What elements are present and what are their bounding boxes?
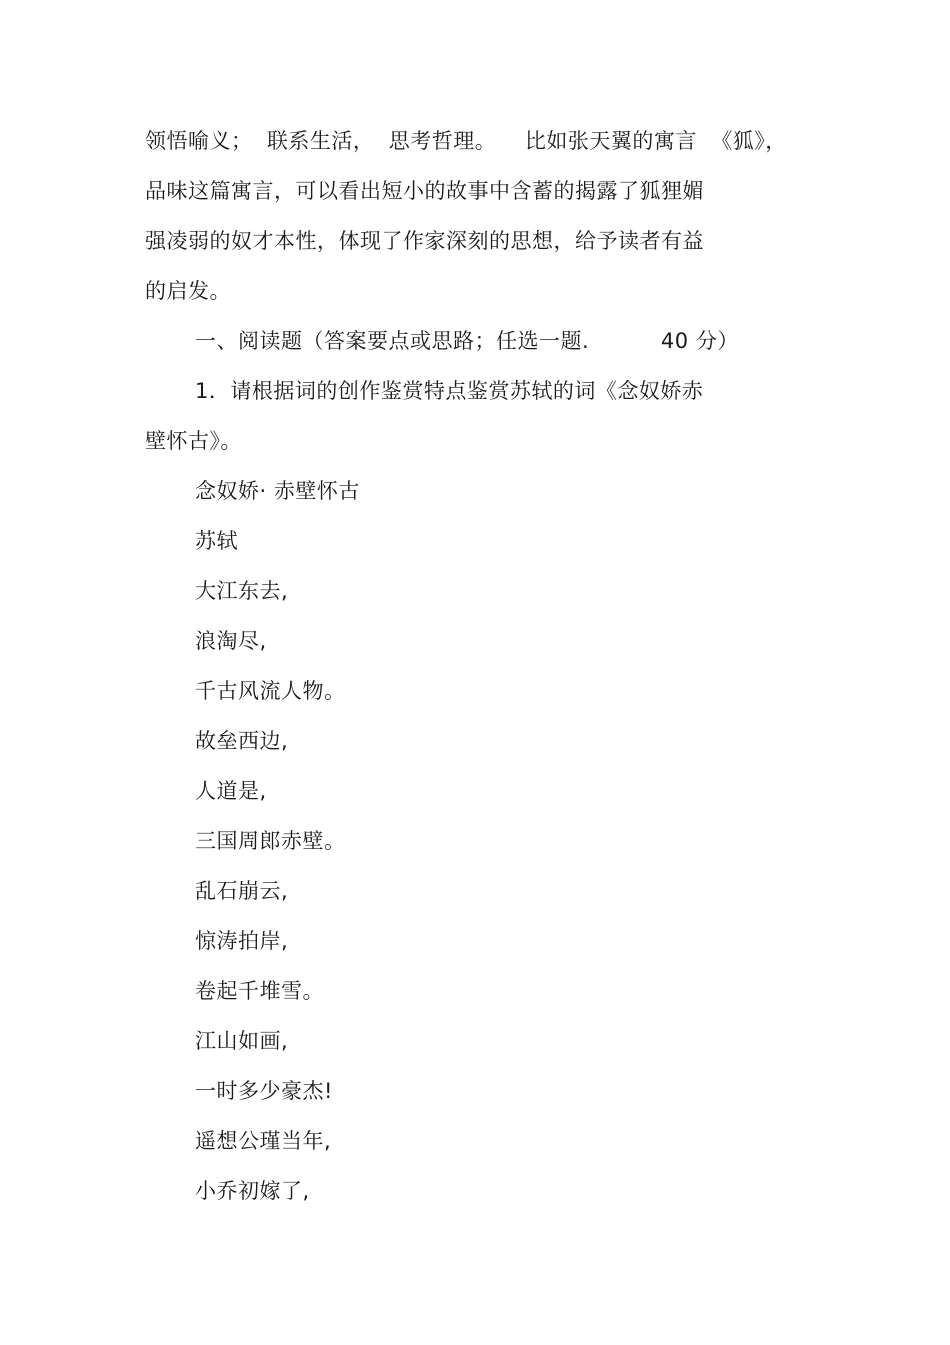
poem-verse: 惊涛拍岸,: [195, 929, 289, 953]
poem-verse: 乱石崩云,: [195, 879, 289, 903]
poem-verse: 人道是,: [195, 779, 267, 803]
poem-verse: 大江东去,: [195, 579, 289, 603]
poem-verse: 江山如画,: [195, 1029, 289, 1053]
question-text: 1．请根据词的创作鉴赏特点鉴赏苏轼的词《念奴娇赤: [195, 379, 704, 403]
paragraph-line: 的启发。: [145, 279, 231, 303]
poem-verse: 小乔初嫁了,: [195, 1179, 310, 1203]
poem-verse: 遥想公瑾当年,: [195, 1129, 332, 1153]
section-heading: 一、阅读题（答案要点或思路；任选一题. 40 分）: [195, 329, 739, 353]
paragraph-line: 强凌弱的奴才本性，体现了作家深刻的思想，给予读者有益: [145, 229, 704, 253]
poem-title: 念奴娇· 赤壁怀古: [195, 479, 360, 503]
question-text-continued: 壁怀古》。: [145, 429, 242, 453]
poem-verse: 三国周郎赤壁。: [195, 829, 346, 853]
poem-verse: 一时多少豪杰!: [195, 1079, 333, 1103]
poem-verse: 千古风流人物。: [195, 679, 346, 703]
poem-verse: 浪淘尽,: [195, 629, 267, 653]
poem-verse: 卷起千堆雪。: [195, 979, 324, 1003]
paragraph-line: 领悟喻义； 联系生活， 思考哲理。 比如张天翼的寓言 《狐》，: [145, 129, 787, 153]
poem-verse: 故垒西边,: [195, 729, 289, 753]
paragraph-line: 品味这篇寓言，可以看出短小的故事中含蓄的揭露了狐狸媚: [145, 179, 704, 203]
poem-author: 苏轼: [195, 529, 238, 553]
